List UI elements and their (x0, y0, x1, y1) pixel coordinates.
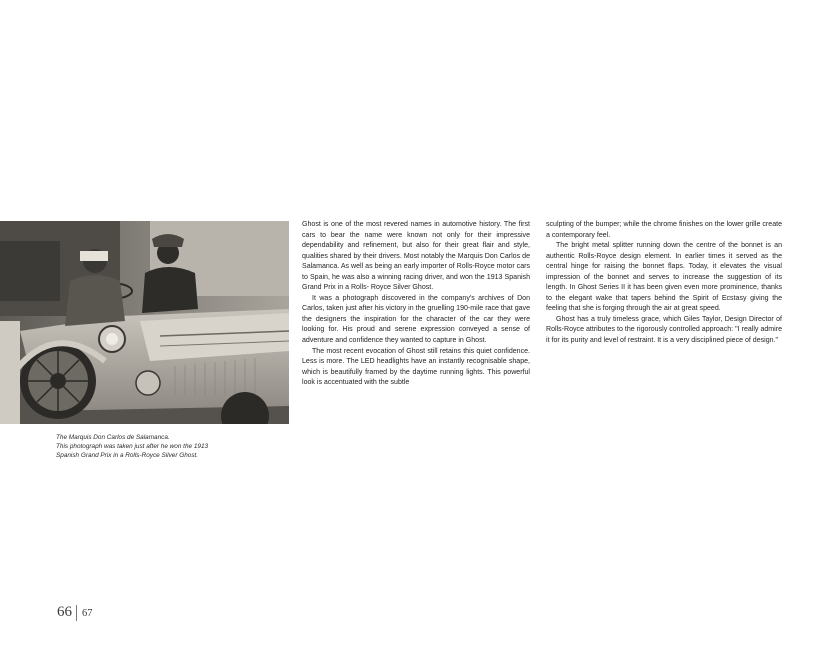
paragraph: Ghost is one of the most revered names in automotive history. The first cars to bear the name were known not only for their impressive dependability and refinement, but also for their great flair and style, qualities shared by their drivers. Most notably the Marquis Don Carlos de Salamanca. As well as being an early importer of Rolls-Royce motor cars to Spain, he was also a winning racing driver, and won the 1913 Spanish Grand Prix in a Rolls- Royce Silver Ghost. (302, 221, 530, 292)
page-number-right: 67 (82, 608, 93, 619)
page-numbers (57, 604, 93, 621)
article-column-2 (546, 220, 782, 347)
photo-caption (56, 433, 246, 461)
page-number-left: 66 (57, 604, 72, 620)
paragraph: The most recent evocation of Ghost still retains this quiet confidence. Less is more. The LED headlights have an instantly recognisable shape, which is beautifully framed by the daytime running lights. This powerful look is accentuated with the subtle (302, 347, 530, 387)
caption-line: Spanish Grand Prix in a Rolls-Royce Silver Ghost. (56, 452, 199, 460)
caption-line: The Marquis Don Carlos de Salamanca. (56, 434, 170, 441)
folio-divider (76, 605, 77, 621)
paragraph: It was a photograph discovered in the company's archives of Don Carlos, taken just after his victory in the gruelling 190-mile race that gave the designers the inspiration for the character of the car they were looking for. His proud and serene expression conveyed a sense of adventure and confidence they wanted to capture in Ghost. (302, 294, 530, 345)
caption-line: This photograph was taken just after he won the 1913 (56, 443, 209, 451)
paragraph: Ghost has a truly timeless grace, which Giles Taylor, Design Director of Rolls-Royce attributes to the rigorously controlled approach: "I really admire it for its purity and level of restraint. It is a very disciplined piece of design." (546, 315, 782, 345)
article-column-1 (302, 220, 530, 389)
vintage-car-photo-icon (0, 221, 289, 424)
historic-photo (0, 221, 289, 424)
paragraph: The bright metal splitter running down the centre of the bonnet is an authentic Rolls-Royce design element. In earlier times it served as the central hinge for raising the bonnet flaps. Today, it elevates the visual impression of the bonnet and serves to increase the suggestion of its length. In Ghost Series II it has been given even more prominence, thanks to the elegant wake that tapers behind the Spirit of Ecstasy giving the feeling that she is forging through the air at great speed. (546, 242, 782, 313)
paragraph: sculpting of the bumper; while the chrome finishes on the lower grille create a contemporary feel. (546, 221, 782, 239)
